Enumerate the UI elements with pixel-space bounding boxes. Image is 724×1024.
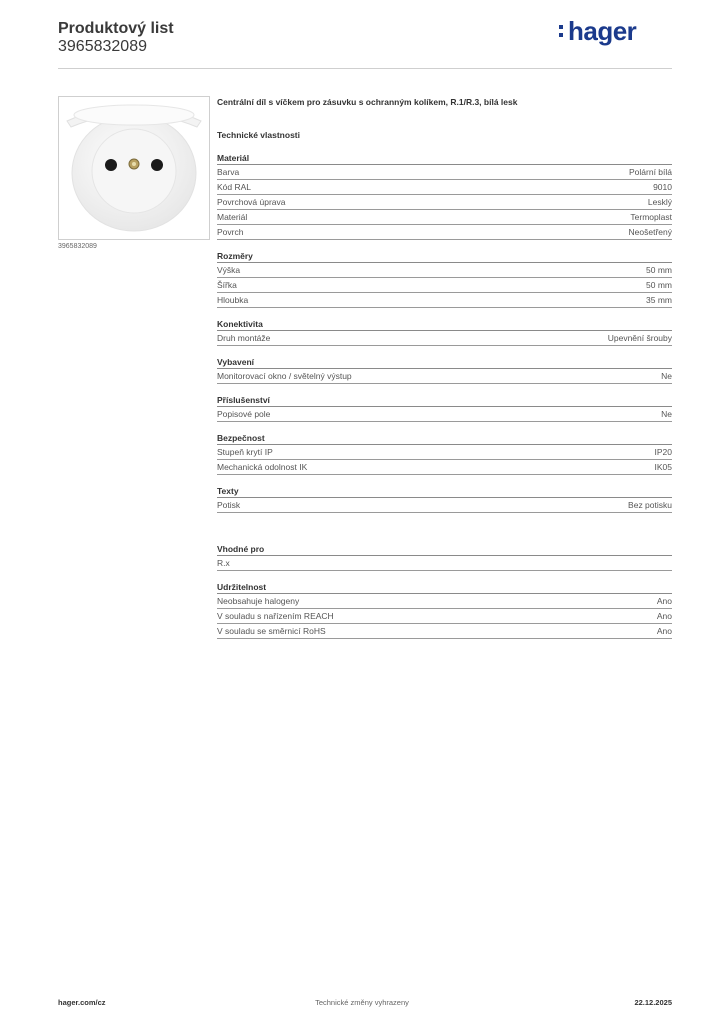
spec-label: Popisové pole bbox=[217, 409, 271, 419]
spec-label: Mechanická odolnost IK bbox=[217, 462, 308, 472]
spec-section bbox=[217, 394, 672, 422]
spec-row bbox=[217, 210, 672, 225]
spec-row bbox=[217, 556, 672, 571]
page-title: Produktový list bbox=[58, 20, 174, 37]
spec-section bbox=[217, 152, 672, 240]
spec-section bbox=[217, 318, 672, 346]
spec-value: 35 mm bbox=[646, 295, 672, 305]
footer-disclaimer: Technické změny vyhrazeny bbox=[315, 998, 409, 1007]
spec-label: Povrch bbox=[217, 227, 244, 237]
spec-value: Upevnění šrouby bbox=[607, 333, 672, 343]
spec-section bbox=[217, 356, 672, 384]
spec-section bbox=[217, 581, 672, 639]
spec-label: V souladu s nařízením REACH bbox=[217, 611, 334, 621]
spec-value: Ano bbox=[656, 596, 672, 606]
spec-value: 50 mm bbox=[646, 265, 672, 275]
product-number: 3965832089 bbox=[58, 38, 147, 55]
spec-row bbox=[217, 460, 672, 475]
spec-row bbox=[217, 369, 672, 384]
section-title: Konektivita bbox=[217, 318, 672, 331]
spec-label: V souladu se směrnicí RoHS bbox=[217, 626, 326, 636]
spec-row bbox=[217, 331, 672, 346]
spec-section bbox=[217, 543, 672, 571]
spec-value: IP20 bbox=[654, 447, 672, 457]
hager-logo bbox=[568, 16, 636, 47]
spec-row bbox=[217, 225, 672, 240]
section-title: Materiál bbox=[217, 152, 672, 165]
spec-label: Šířka bbox=[217, 280, 237, 290]
spec-value: Ano bbox=[656, 626, 672, 636]
image-caption: 3965832089 bbox=[58, 243, 97, 250]
spec-section bbox=[217, 250, 672, 308]
spec-section bbox=[217, 485, 672, 513]
section-title: Bezpečnost bbox=[217, 432, 672, 445]
footer-date: 22.12.2025 bbox=[634, 998, 672, 1007]
spec-row bbox=[217, 624, 672, 639]
spec-row bbox=[217, 293, 672, 308]
section-title: Rozměry bbox=[217, 250, 672, 263]
section-title: Udržitelnost bbox=[217, 581, 672, 594]
spec-value: Lesklý bbox=[647, 197, 672, 207]
spec-row bbox=[217, 278, 672, 293]
spec-label: Hloubka bbox=[217, 295, 249, 305]
spec-value: Ne bbox=[661, 409, 672, 419]
spec-value: Neošetřený bbox=[628, 227, 672, 237]
product-image bbox=[58, 96, 210, 240]
section-title: Texty bbox=[217, 485, 672, 498]
spec-row bbox=[217, 445, 672, 460]
product-description: Centrální díl s víčkem pro zásuvku s ochranným kolíkem, R.1/R.3, bílá lesk bbox=[217, 97, 518, 107]
spec-label: Povrchová úprava bbox=[217, 197, 286, 207]
spec-label: Monitorovací okno / světelný výstup bbox=[217, 371, 352, 381]
spec-row bbox=[217, 498, 672, 513]
spec-label: Druh montáže bbox=[217, 333, 271, 343]
spec-value: 50 mm bbox=[646, 280, 672, 290]
spec-row bbox=[217, 195, 672, 210]
spec-row bbox=[217, 407, 672, 422]
spec-section bbox=[217, 432, 672, 475]
spec-row bbox=[217, 609, 672, 624]
spec-value: Ano bbox=[656, 611, 672, 621]
header-divider bbox=[58, 68, 672, 69]
spec-label: Barva bbox=[217, 167, 240, 177]
socket-illustration-icon bbox=[59, 97, 209, 239]
spec-label: Materiál bbox=[217, 212, 248, 222]
spec-row bbox=[217, 594, 672, 609]
spec-row bbox=[217, 263, 672, 278]
spec-label: Neobsahuje halogeny bbox=[217, 596, 300, 606]
spec-label: Výška bbox=[217, 265, 241, 275]
spec-row bbox=[217, 180, 672, 195]
spec-value: 9010 bbox=[653, 182, 672, 192]
section-title: Vhodné pro bbox=[217, 543, 672, 556]
spec-value: IK05 bbox=[654, 462, 672, 472]
logo-text: hager bbox=[568, 16, 637, 46]
spec-label: R.x bbox=[217, 558, 230, 568]
spec-sections bbox=[217, 152, 672, 639]
spec-value: Polární bílá bbox=[629, 167, 672, 177]
logo-dots-icon bbox=[559, 25, 563, 41]
spec-row bbox=[217, 165, 672, 180]
spec-value: Ne bbox=[661, 371, 672, 381]
section-title: Příslušenství bbox=[217, 394, 672, 407]
spec-label: Stupeň krytí IP bbox=[217, 447, 273, 457]
specification-panel bbox=[217, 96, 672, 639]
footer-website: hager.com/cz bbox=[58, 998, 106, 1007]
section-title: Vybavení bbox=[217, 356, 672, 369]
spec-label: Potisk bbox=[217, 500, 241, 510]
spec-value: Termoplast bbox=[630, 212, 672, 222]
spec-label: Kód RAL bbox=[217, 182, 252, 192]
tech-heading: Technické vlastnosti bbox=[217, 130, 300, 140]
spec-value: Bez potisku bbox=[628, 500, 672, 510]
